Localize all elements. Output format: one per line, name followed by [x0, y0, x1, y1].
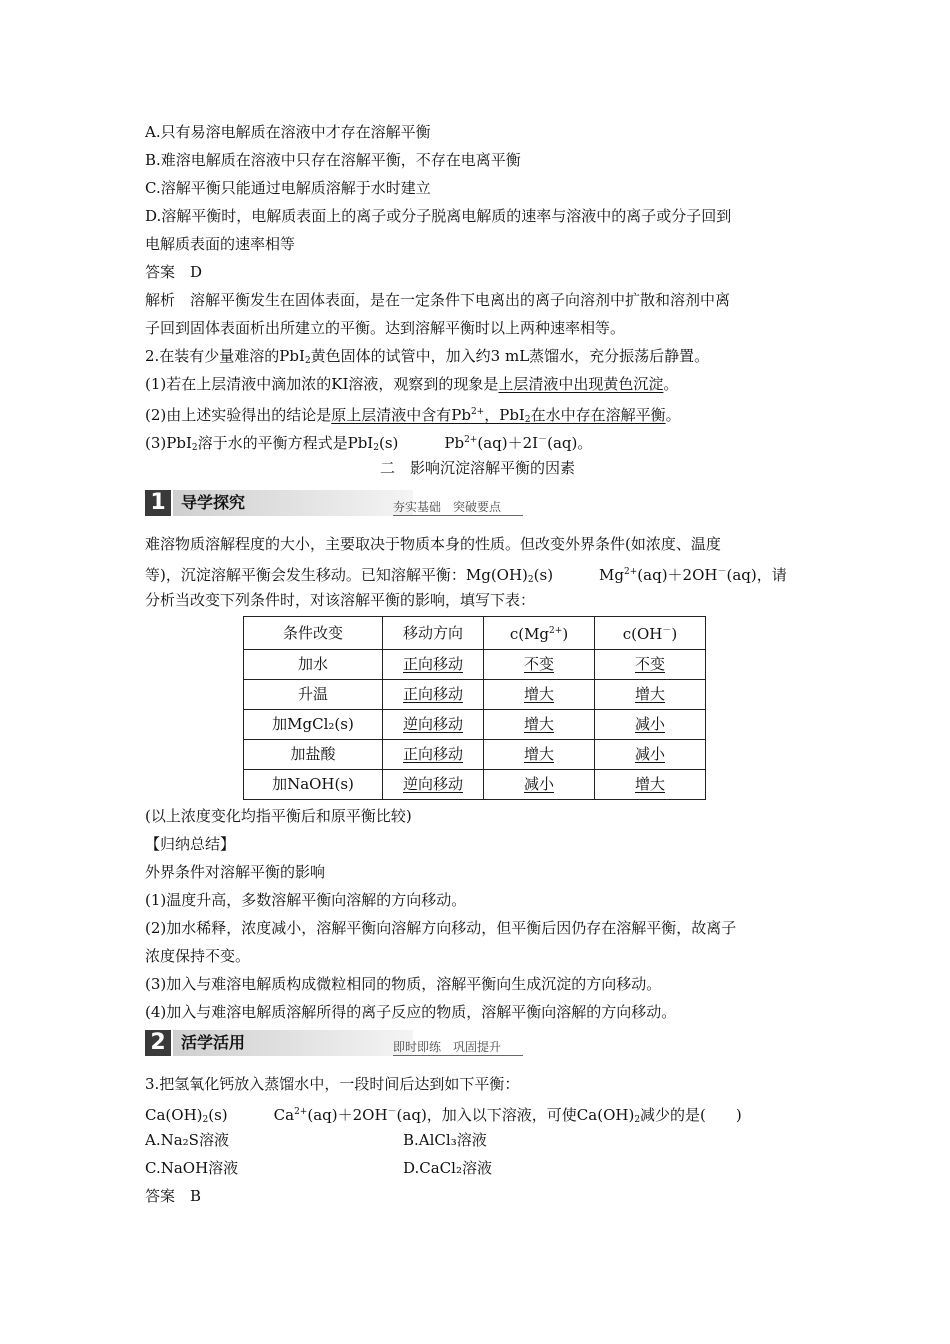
table-cell: 不变: [595, 650, 706, 680]
table-header: $c(Mg^{2+})$: [484, 617, 595, 650]
table-cell: 减小: [595, 710, 706, 740]
table-cell: 加水: [244, 650, 383, 680]
q2-stem: 2.在装有少量难溶的PbI$_2$黄色固体的试管中，加入约3 mL蒸馏水，充分振荡后静置。: [145, 347, 710, 366]
q3-option-d: D.CaCl₂溶液: [403, 1159, 492, 1177]
intro-line-3: 分析当改变下列条件时，对该溶解平衡的影响，填写下表：: [145, 591, 536, 609]
intro-line-1: 难溶物质溶解程度的大小，主要取决于物质本身的性质。但改变外界条件(如浓度、温度: [145, 535, 721, 553]
condition-table: [243, 616, 706, 800]
banner-rule: [393, 515, 523, 516]
table-note: (以上浓度变化均指平衡后和原平衡比较): [145, 807, 412, 825]
table-cell: 升温: [244, 680, 383, 710]
summary-item: 浓度保持不变。: [145, 947, 251, 965]
table-header: 条件改变: [244, 617, 383, 650]
q1-analysis-2: 子回到固体表面析出所建立的平衡。达到溶解平衡时以上两种速率相等。: [145, 319, 626, 337]
q2-part1-answer: 上层清液中出现黄色沉淀: [498, 375, 664, 393]
q2-part2: (2)由上述实验得出的结论是原上层清液中含有$Pb^{2+}$，PbI$_2$在水中存在溶解平衡。: [145, 406, 681, 425]
q3-equation: $Ca(OH)_2(s)$ $Ca^{2+}(aq)+2OH^-(aq)$，加入以下溶液，可使$Ca(OH)_2$减少的是( ): [145, 1106, 742, 1125]
table-cell: 增大: [595, 770, 706, 800]
q2-part3: (3)PbI$_2$溶于水的平衡方程式是PbI$_2$(s) $Pb^{2+}(aq)+2I^-(aq)$。: [145, 434, 593, 453]
summary-item: (3)加入与难溶电解质构成微粒相同的物质，溶解平衡向生成沉淀的方向移动。: [145, 975, 662, 993]
summary-heading: 【归纳总结】: [145, 835, 236, 853]
table-cell: 不变: [484, 650, 595, 680]
q3-option-c: C.NaOH溶液: [145, 1159, 239, 1177]
table-cell: 正向移动: [383, 740, 484, 770]
table-cell: 增大: [484, 740, 595, 770]
table-row: [244, 680, 706, 710]
intro-line-2: 等)，沉淀溶解平衡会发生移动。已知溶解平衡：$Mg(OH)_2(s)$ $Mg^{2+}(aq)+2OH^-(aq)$，请: [145, 566, 787, 585]
table-cell: 增大: [484, 710, 595, 740]
table-cell: 逆向移动: [383, 770, 484, 800]
banner-tag: 夯实基础 突破要点: [393, 500, 502, 514]
q1-option-d: D.溶解平衡时，电解质表面上的离子或分子脱离电解质的速率与溶液中的离子或分子回到: [145, 207, 732, 225]
table-cell: 正向移动: [383, 650, 484, 680]
table-cell: 加NaOH(s): [244, 770, 383, 800]
table-cell: 正向移动: [383, 680, 484, 710]
q1-option-a: A.只有易溶电解质在溶液中才存在溶解平衡: [145, 123, 431, 141]
table-row: [244, 650, 706, 680]
q1-option-c: C.溶解平衡只能通过电解质溶解于水时建立: [145, 179, 431, 197]
document-page: [145, 118, 810, 1210]
banner-number: 1: [145, 490, 171, 516]
table-row: [244, 770, 706, 800]
banner-guided-inquiry: [145, 490, 810, 518]
q3-option-b: B.AlCl₃溶液: [403, 1131, 487, 1149]
table-cell: 减小: [484, 770, 595, 800]
banner-title: 活学活用: [181, 1033, 246, 1052]
q2-part2-answer: 原上层清液中含有$Pb^{2+}$，PbI$_2$在水中存在溶解平衡: [331, 406, 666, 425]
banner-rule: [393, 1055, 523, 1056]
q3-answer: 答案 B: [145, 1187, 202, 1205]
banner-number: 2: [145, 1030, 171, 1056]
banner-tag: 即时即练 巩固提升: [393, 1040, 502, 1054]
table-header-row: [244, 617, 706, 650]
q3-option-a: A.Na₂S溶液: [145, 1131, 229, 1149]
table-cell: 增大: [595, 680, 706, 710]
summary-item: (1)温度升高，多数溶解平衡向溶解的方向移动。: [145, 891, 467, 909]
q3-options-row-2: [145, 1154, 810, 1182]
section-title: 二 影响沉淀溶解平衡的因素: [379, 459, 575, 477]
banner-title: 导学探究: [181, 493, 246, 512]
table-cell: 加盐酸: [244, 740, 383, 770]
q1-analysis-1: 解析 溶解平衡发生在固体表面，是在一定条件下电离出的离子向溶剂中扩散和溶剂中离: [145, 291, 731, 309]
table-header: 移动方向: [383, 617, 484, 650]
table-cell: 加MgCl₂(s): [244, 710, 383, 740]
summary-item: (2)加水稀释，浓度减小，溶解平衡向溶解方向移动，但平衡后因仍存在溶解平衡，故离子: [145, 919, 737, 937]
q3-stem: 3.把氢氧化钙放入蒸馏水中，一段时间后达到如下平衡：: [145, 1075, 520, 1093]
table-row: [244, 710, 706, 740]
q1-option-b: B.难溶电解质在溶液中只存在溶解平衡，不存在电离平衡: [145, 151, 521, 169]
table-cell: 增大: [484, 680, 595, 710]
table-cell: 减小: [595, 740, 706, 770]
banner-apply: [145, 1030, 810, 1058]
summary-item: (4)加入与难溶电解质溶解所得的离子反应的物质，溶解平衡向溶解的方向移动。: [145, 1003, 677, 1021]
table-header: c(OH－): [595, 617, 706, 650]
q1-answer: 答案 D: [145, 263, 203, 281]
q3-options-row-1: [145, 1126, 810, 1154]
table-cell: 逆向移动: [383, 710, 484, 740]
q2-part1: (1)若在上层清液中滴加浓的KI溶液，观察到的现象是上层清液中出现黄色沉淀。: [145, 375, 679, 393]
summary-subtitle: 外界条件对溶解平衡的影响: [145, 863, 326, 881]
q1-option-d-cont: 电解质表面的速率相等: [145, 235, 296, 253]
table-row: [244, 740, 706, 770]
